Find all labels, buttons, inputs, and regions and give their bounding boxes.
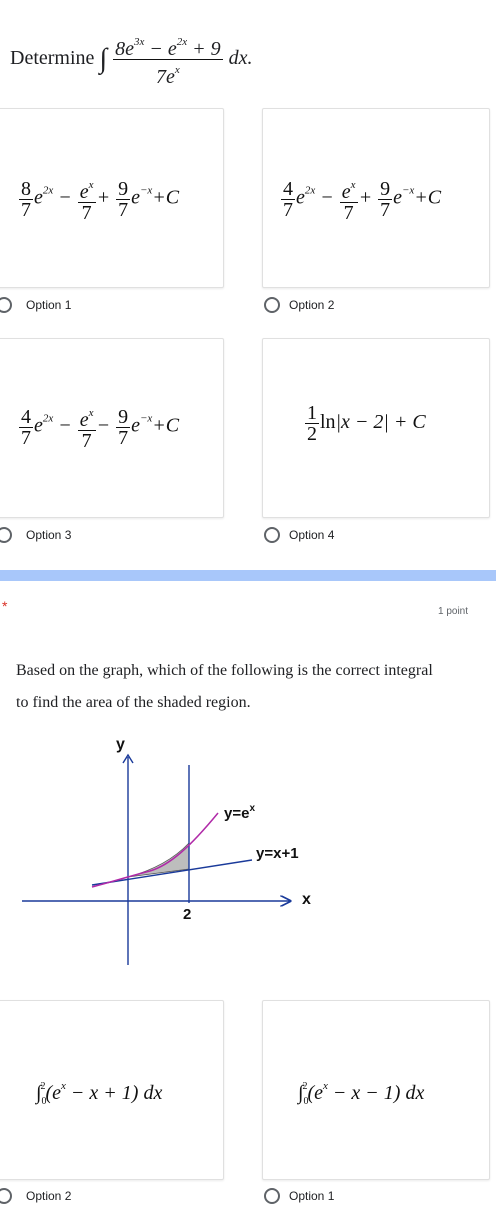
question1-prompt-text: Determine (10, 47, 95, 70)
question2-text-line1: Based on the graph, which of the following is the correct integral (16, 662, 433, 679)
option2-label: Option 2 (289, 298, 335, 312)
line-label: y=x+1 (256, 845, 299, 862)
curve-label: $y=e^x$ (224, 803, 256, 822)
option4-label: Option 4 (289, 528, 335, 542)
section-divider (0, 570, 496, 581)
area-graph (0, 725, 496, 975)
q2-option2-radio[interactable] (0, 1188, 12, 1204)
question1-integrand: $\frac{8e^{3x} - e^{2x} + 9}{7e^x}$ (113, 32, 223, 87)
option1-label: Option 1 (26, 298, 72, 312)
option1-expression: $\frac{8}{7}$ $e^{2x}$ − $\frac{e^x}{7}$ + $\frac{9}{7}$ $e^{-x}+C$ (18, 175, 179, 223)
q2-option1-radio[interactable] (264, 1188, 280, 1204)
option4-expression: $\frac{1}{2}$ ln|x − 2| + C (307, 402, 426, 445)
points-badge: 1 point (438, 606, 469, 617)
option2-expression: $\frac{4}{7}$ $e^{2x}$ − $\frac{e^x}{7}$ + $\frac{9}{7}$ $e^{-x}+C$ (280, 175, 441, 223)
required-marker: * (2, 598, 8, 614)
integral-sign: ∫ (99, 43, 108, 75)
option3-expression: $\frac{4}{7}$ $e^{2x}$ − $\frac{e^x}{7}$ − $\frac{9}{7}$ $e^{-x}+C$ (18, 403, 179, 451)
question1-differential: dx. (228, 47, 253, 70)
q2-option2-expression: $\int_0^2(e^x - x + 1)$ dx (36, 1080, 163, 1107)
curve-y-e-x (92, 813, 218, 887)
q2-option1-label: Option 1 (289, 1189, 335, 1203)
q2-option1-expression: $\int_0^2(e^x - x - 1)$ dx (298, 1080, 425, 1107)
option4-radio[interactable] (264, 527, 280, 543)
q2-option2-label: Option 2 (26, 1189, 72, 1203)
question1-prompt (10, 32, 253, 87)
option2-radio[interactable] (264, 297, 280, 313)
option3-radio[interactable] (0, 527, 12, 543)
option3-label: Option 3 (26, 528, 72, 542)
x-axis-label: x (302, 891, 311, 908)
y-axis-label: y (116, 736, 125, 753)
tick-label-2: 2 (183, 906, 192, 923)
question2-text-line2: to find the area of the shaded region. (16, 694, 251, 711)
option1-radio[interactable] (0, 297, 12, 313)
